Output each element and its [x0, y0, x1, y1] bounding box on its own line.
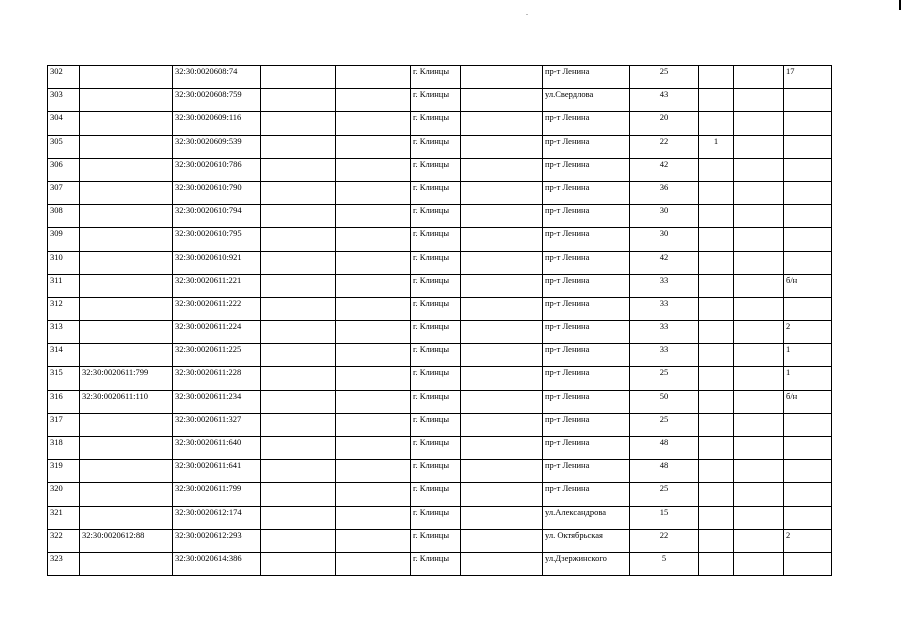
cell-blank-c — [461, 460, 543, 483]
cell-row-number: 319 — [48, 460, 80, 483]
cell-street: пр-т Ленина — [543, 321, 630, 344]
cell-blank-b — [336, 367, 411, 390]
cell-cadastral-number: 32:30:0020610:794 — [173, 205, 261, 228]
cell-cadastral-number: 32:30:0020610:786 — [173, 158, 261, 181]
cell-building — [699, 437, 734, 460]
cell-house-number: 22 — [630, 529, 699, 552]
cell-building — [699, 205, 734, 228]
cell-blank-a — [261, 158, 336, 181]
cell-city: г. Клинцы — [411, 228, 461, 251]
table-row — [48, 506, 832, 529]
cell-blank-d — [734, 158, 784, 181]
table-row — [48, 112, 832, 135]
cell-cadastral-number: 32:30:0020611:222 — [173, 297, 261, 320]
cell-blank-c — [461, 181, 543, 204]
cell-street: пр-т Ленина — [543, 437, 630, 460]
cell-building — [699, 66, 734, 89]
cell-apartment: 1 — [784, 367, 832, 390]
cell-cadastral-number: 32:30:0020611:221 — [173, 274, 261, 297]
cell-apartment: 1 — [784, 344, 832, 367]
cell-prev-cadastral — [80, 552, 173, 575]
cell-blank-d — [734, 390, 784, 413]
cell-house-number: 36 — [630, 181, 699, 204]
cell-blank-b — [336, 297, 411, 320]
table-row — [48, 413, 832, 436]
cell-blank-b — [336, 321, 411, 344]
cell-cadastral-number: 32:30:0020608:759 — [173, 89, 261, 112]
cell-city: г. Клинцы — [411, 66, 461, 89]
cell-row-number: 313 — [48, 321, 80, 344]
cell-house-number: 5 — [630, 552, 699, 575]
cell-building — [699, 552, 734, 575]
cell-house-number: 15 — [630, 506, 699, 529]
cell-blank-c — [461, 321, 543, 344]
cell-blank-b — [336, 181, 411, 204]
cell-cadastral-number: 32:30:0020611:224 — [173, 321, 261, 344]
cell-apartment — [784, 181, 832, 204]
cell-street: пр-т Ленина — [543, 460, 630, 483]
table-row — [48, 483, 832, 506]
table-row — [48, 66, 832, 89]
cell-house-number: 25 — [630, 483, 699, 506]
cell-apartment — [784, 251, 832, 274]
page-edge-mark — [899, 0, 901, 10]
cell-blank-c — [461, 251, 543, 274]
cell-house-number: 25 — [630, 367, 699, 390]
table-row — [48, 460, 832, 483]
cell-apartment: б/н — [784, 390, 832, 413]
cell-blank-a — [261, 274, 336, 297]
table-row — [48, 344, 832, 367]
cell-apartment — [784, 135, 832, 158]
cell-blank-a — [261, 483, 336, 506]
cell-apartment: 2 — [784, 529, 832, 552]
table-row — [48, 181, 832, 204]
cell-city: г. Клинцы — [411, 529, 461, 552]
cell-house-number: 48 — [630, 460, 699, 483]
cell-apartment — [784, 158, 832, 181]
cell-blank-b — [336, 390, 411, 413]
cell-apartment — [784, 89, 832, 112]
cell-blank-b — [336, 529, 411, 552]
table-row — [48, 228, 832, 251]
cell-blank-d — [734, 274, 784, 297]
cell-blank-d — [734, 552, 784, 575]
cell-apartment: 2 — [784, 321, 832, 344]
cell-building — [699, 89, 734, 112]
cell-prev-cadastral — [80, 89, 173, 112]
cell-city: г. Клинцы — [411, 437, 461, 460]
cell-blank-b — [336, 135, 411, 158]
cell-prev-cadastral — [80, 413, 173, 436]
cell-building — [699, 413, 734, 436]
cell-blank-a — [261, 529, 336, 552]
cell-street: пр-т Ленина — [543, 66, 630, 89]
cell-house-number: 25 — [630, 413, 699, 436]
cell-blank-c — [461, 228, 543, 251]
cell-blank-d — [734, 483, 784, 506]
cell-blank-a — [261, 181, 336, 204]
cell-city: г. Клинцы — [411, 158, 461, 181]
cell-cadastral-number: 32:30:0020608:74 — [173, 66, 261, 89]
cell-house-number: 42 — [630, 158, 699, 181]
cell-apartment — [784, 297, 832, 320]
cell-blank-c — [461, 437, 543, 460]
cell-house-number: 33 — [630, 321, 699, 344]
cell-blank-d — [734, 367, 784, 390]
table-row — [48, 297, 832, 320]
cell-row-number: 312 — [48, 297, 80, 320]
cell-blank-d — [734, 529, 784, 552]
cell-cadastral-number: 32:30:0020611:234 — [173, 390, 261, 413]
cell-blank-b — [336, 89, 411, 112]
cell-blank-c — [461, 158, 543, 181]
cell-prev-cadastral — [80, 274, 173, 297]
cell-building — [699, 181, 734, 204]
cell-street: ул.Александрова — [543, 506, 630, 529]
cell-blank-d — [734, 506, 784, 529]
cell-blank-a — [261, 251, 336, 274]
cell-blank-d — [734, 460, 784, 483]
cell-row-number: 316 — [48, 390, 80, 413]
cell-house-number: 33 — [630, 297, 699, 320]
cell-cadastral-number: 32:30:0020611:799 — [173, 483, 261, 506]
cell-house-number: 33 — [630, 344, 699, 367]
cell-street: ул.Дзержинского — [543, 552, 630, 575]
cell-prev-cadastral — [80, 135, 173, 158]
cell-row-number: 309 — [48, 228, 80, 251]
cell-row-number: 320 — [48, 483, 80, 506]
registry-table — [47, 65, 832, 576]
cell-blank-a — [261, 228, 336, 251]
cell-row-number: 306 — [48, 158, 80, 181]
cell-prev-cadastral — [80, 112, 173, 135]
table-row — [48, 158, 832, 181]
cell-house-number: 50 — [630, 390, 699, 413]
cell-blank-c — [461, 506, 543, 529]
cell-prev-cadastral: 32:30:0020611:799 — [80, 367, 173, 390]
cell-blank-d — [734, 89, 784, 112]
cell-cadastral-number: 32:30:0020609:539 — [173, 135, 261, 158]
cell-blank-a — [261, 367, 336, 390]
cell-building — [699, 274, 734, 297]
cell-apartment — [784, 228, 832, 251]
cell-blank-a — [261, 321, 336, 344]
cell-blank-c — [461, 112, 543, 135]
cell-cadastral-number: 32:30:0020611:640 — [173, 437, 261, 460]
cell-blank-b — [336, 413, 411, 436]
cell-building — [699, 321, 734, 344]
cell-street: пр-т Ленина — [543, 413, 630, 436]
cell-row-number: 317 — [48, 413, 80, 436]
cell-blank-a — [261, 344, 336, 367]
cell-prev-cadastral — [80, 205, 173, 228]
cell-row-number: 305 — [48, 135, 80, 158]
cell-city: г. Клинцы — [411, 89, 461, 112]
cell-apartment — [784, 437, 832, 460]
cell-prev-cadastral — [80, 321, 173, 344]
cell-house-number: 33 — [630, 274, 699, 297]
cell-row-number: 321 — [48, 506, 80, 529]
cell-blank-a — [261, 135, 336, 158]
cell-blank-c — [461, 552, 543, 575]
cell-row-number: 303 — [48, 89, 80, 112]
cell-street: пр-т Ленина — [543, 297, 630, 320]
cell-blank-a — [261, 112, 336, 135]
cell-blank-c — [461, 483, 543, 506]
cell-street: пр-т Ленина — [543, 344, 630, 367]
table-row — [48, 367, 832, 390]
table-row — [48, 552, 832, 575]
cell-cadastral-number: 32:30:0020611:327 — [173, 413, 261, 436]
cell-prev-cadastral — [80, 158, 173, 181]
cell-building — [699, 344, 734, 367]
cell-blank-a — [261, 506, 336, 529]
cell-blank-c — [461, 89, 543, 112]
cell-cadastral-number: 32:30:0020614:386 — [173, 552, 261, 575]
cell-blank-b — [336, 437, 411, 460]
cell-street: пр-т Ленина — [543, 205, 630, 228]
cell-house-number: 22 — [630, 135, 699, 158]
cell-apartment — [784, 460, 832, 483]
cell-building — [699, 483, 734, 506]
cell-street: пр-т Ленина — [543, 181, 630, 204]
cell-street: пр-т Ленина — [543, 483, 630, 506]
cell-building — [699, 251, 734, 274]
cell-building: 1 — [699, 135, 734, 158]
cell-row-number: 322 — [48, 529, 80, 552]
cell-blank-a — [261, 437, 336, 460]
cell-blank-b — [336, 460, 411, 483]
cell-row-number: 323 — [48, 552, 80, 575]
cell-apartment: б/н — [784, 274, 832, 297]
cell-blank-a — [261, 205, 336, 228]
cell-row-number: 311 — [48, 274, 80, 297]
cell-blank-d — [734, 228, 784, 251]
cell-prev-cadastral — [80, 460, 173, 483]
cell-blank-a — [261, 66, 336, 89]
cell-city: г. Клинцы — [411, 274, 461, 297]
cell-cadastral-number: 32:30:0020610:790 — [173, 181, 261, 204]
cell-prev-cadastral — [80, 506, 173, 529]
cell-street: пр-т Ленина — [543, 251, 630, 274]
cell-blank-d — [734, 321, 784, 344]
cell-street: пр-т Ленина — [543, 112, 630, 135]
cell-row-number: 314 — [48, 344, 80, 367]
cell-row-number: 307 — [48, 181, 80, 204]
cell-blank-d — [734, 413, 784, 436]
cell-city: г. Клинцы — [411, 135, 461, 158]
table-row — [48, 321, 832, 344]
cell-blank-d — [734, 344, 784, 367]
cell-blank-b — [336, 158, 411, 181]
cell-house-number: 43 — [630, 89, 699, 112]
cell-blank-d — [734, 181, 784, 204]
cell-house-number: 30 — [630, 205, 699, 228]
cell-cadastral-number: 32:30:0020612:293 — [173, 529, 261, 552]
cell-apartment — [784, 205, 832, 228]
cell-building — [699, 158, 734, 181]
cell-prev-cadastral — [80, 66, 173, 89]
table-row — [48, 251, 832, 274]
cell-city: г. Клинцы — [411, 390, 461, 413]
table-row — [48, 89, 832, 112]
cell-prev-cadastral — [80, 228, 173, 251]
cell-cadastral-number: 32:30:0020611:225 — [173, 344, 261, 367]
cell-row-number: 318 — [48, 437, 80, 460]
cell-blank-b — [336, 251, 411, 274]
table-row — [48, 529, 832, 552]
cell-house-number: 20 — [630, 112, 699, 135]
cell-blank-c — [461, 390, 543, 413]
cell-building — [699, 297, 734, 320]
cell-house-number: 48 — [630, 437, 699, 460]
cell-city: г. Клинцы — [411, 251, 461, 274]
cell-city: г. Клинцы — [411, 321, 461, 344]
cell-blank-d — [734, 251, 784, 274]
cell-blank-d — [734, 66, 784, 89]
cell-cadastral-number: 32:30:0020609:116 — [173, 112, 261, 135]
cell-blank-b — [336, 344, 411, 367]
cell-blank-d — [734, 437, 784, 460]
cell-house-number: 25 — [630, 66, 699, 89]
table-row — [48, 205, 832, 228]
cell-building — [699, 529, 734, 552]
cell-row-number: 308 — [48, 205, 80, 228]
cell-cadastral-number: 32:30:0020611:641 — [173, 460, 261, 483]
cell-house-number: 30 — [630, 228, 699, 251]
cell-blank-c — [461, 344, 543, 367]
cell-building — [699, 390, 734, 413]
cell-blank-b — [336, 228, 411, 251]
cell-blank-c — [461, 297, 543, 320]
scan-artifact — [526, 14, 528, 15]
cell-blank-b — [336, 506, 411, 529]
cell-blank-c — [461, 274, 543, 297]
cell-city: г. Клинцы — [411, 297, 461, 320]
cell-city: г. Клинцы — [411, 181, 461, 204]
cell-blank-a — [261, 460, 336, 483]
cell-blank-b — [336, 274, 411, 297]
cell-row-number: 310 — [48, 251, 80, 274]
cell-row-number: 315 — [48, 367, 80, 390]
cell-house-number: 42 — [630, 251, 699, 274]
cell-blank-c — [461, 529, 543, 552]
cell-blank-b — [336, 205, 411, 228]
cell-blank-d — [734, 112, 784, 135]
cell-prev-cadastral: 32:30:0020611:110 — [80, 390, 173, 413]
cell-city: г. Клинцы — [411, 460, 461, 483]
cell-building — [699, 367, 734, 390]
table-row — [48, 390, 832, 413]
cell-city: г. Клинцы — [411, 367, 461, 390]
cell-city: г. Клинцы — [411, 413, 461, 436]
cell-apartment — [784, 552, 832, 575]
cell-street: ул.Свердлова — [543, 89, 630, 112]
cell-prev-cadastral — [80, 344, 173, 367]
cell-building — [699, 506, 734, 529]
cell-building — [699, 112, 734, 135]
cell-row-number: 304 — [48, 112, 80, 135]
cell-blank-c — [461, 66, 543, 89]
cell-prev-cadastral — [80, 181, 173, 204]
cell-city: г. Клинцы — [411, 205, 461, 228]
cell-blank-d — [734, 135, 784, 158]
cell-blank-a — [261, 297, 336, 320]
cell-blank-d — [734, 297, 784, 320]
cell-blank-b — [336, 483, 411, 506]
cell-street: пр-т Ленина — [543, 367, 630, 390]
cell-blank-a — [261, 552, 336, 575]
cell-blank-c — [461, 367, 543, 390]
cell-blank-a — [261, 390, 336, 413]
cell-prev-cadastral — [80, 297, 173, 320]
cell-blank-b — [336, 112, 411, 135]
cell-blank-b — [336, 66, 411, 89]
cell-apartment — [784, 506, 832, 529]
cell-city: г. Клинцы — [411, 552, 461, 575]
cell-city: г. Клинцы — [411, 344, 461, 367]
cell-street: пр-т Ленина — [543, 274, 630, 297]
cell-blank-c — [461, 135, 543, 158]
table-row — [48, 135, 832, 158]
cell-city: г. Клинцы — [411, 112, 461, 135]
cell-blank-d — [734, 205, 784, 228]
cell-blank-b — [336, 552, 411, 575]
cell-cadastral-number: 32:30:0020611:228 — [173, 367, 261, 390]
cell-apartment — [784, 112, 832, 135]
table-row — [48, 437, 832, 460]
cell-apartment — [784, 483, 832, 506]
cell-blank-c — [461, 205, 543, 228]
table-row — [48, 274, 832, 297]
cell-street: пр-т Ленина — [543, 135, 630, 158]
cell-prev-cadastral: 32:30:0020612:88 — [80, 529, 173, 552]
cell-blank-c — [461, 413, 543, 436]
cell-apartment: 17 — [784, 66, 832, 89]
cell-prev-cadastral — [80, 483, 173, 506]
cell-street: пр-т Ленина — [543, 390, 630, 413]
cell-prev-cadastral — [80, 437, 173, 460]
cell-prev-cadastral — [80, 251, 173, 274]
cell-building — [699, 460, 734, 483]
cell-blank-a — [261, 89, 336, 112]
cell-city: г. Клинцы — [411, 483, 461, 506]
cell-apartment — [784, 413, 832, 436]
cell-street: пр-т Ленина — [543, 228, 630, 251]
cell-row-number: 302 — [48, 66, 80, 89]
cell-street: пр-т Ленина — [543, 158, 630, 181]
cell-cadastral-number: 32:30:0020610:921 — [173, 251, 261, 274]
registry-rows — [48, 66, 832, 576]
cell-street: ул. Октябрьская — [543, 529, 630, 552]
cell-cadastral-number: 32:30:0020612:174 — [173, 506, 261, 529]
cell-city: г. Клинцы — [411, 506, 461, 529]
cell-building — [699, 228, 734, 251]
cell-blank-a — [261, 413, 336, 436]
cell-cadastral-number: 32:30:0020610:795 — [173, 228, 261, 251]
